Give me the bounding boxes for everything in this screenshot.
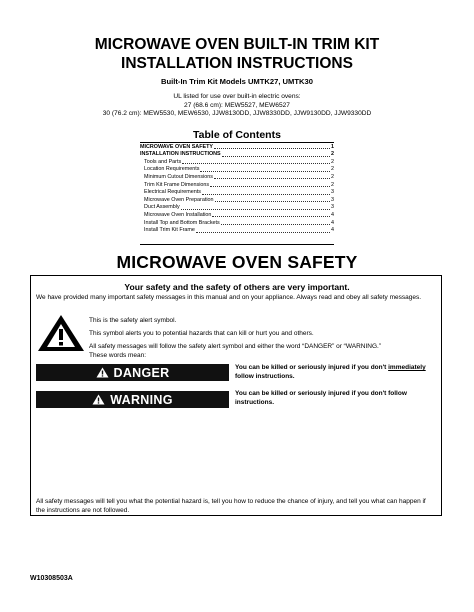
toc-entry-page: 2 (331, 158, 334, 165)
toc-entry-page: 2 (331, 173, 334, 180)
toc-entry[interactable] (140, 143, 334, 151)
warning-alert-icon (92, 394, 105, 405)
toc-leader (181, 209, 330, 210)
document-title-line2: INSTALLATION INSTRUCTIONS (121, 55, 353, 72)
safety-alert-icon (36, 313, 86, 353)
toc-title: Table of Contents (193, 129, 281, 141)
toc-entry-page: 2 (331, 151, 334, 158)
hazard-text: This symbol alerts you to potential hazards that can kill or hurt you and others. (89, 330, 314, 337)
toc-entry-label: Install Trim Kit Frame (144, 227, 195, 234)
toc-entry[interactable] (140, 211, 334, 219)
toc-leader (214, 148, 330, 149)
toc-leader (210, 186, 330, 187)
toc-entry-page: 4 (331, 211, 334, 218)
table-of-contents (140, 143, 334, 234)
toc-entry-page: 2 (331, 166, 334, 173)
danger-label: DANGER (113, 365, 170, 380)
ul-listing-line3: 30 (76.2 cm): MEW5530, MEW6530, JJW8130DD, JJW8330DD, JJW9130DD, JJW9330DD (102, 110, 372, 117)
danger-text-line1 (235, 364, 426, 373)
toc-leader (214, 178, 330, 179)
ul-listing-line2: 27 (68.6 cm): MEW5527, MEW6527 (184, 101, 290, 109)
toc-entry-page: 1 (331, 143, 334, 150)
toc-entry[interactable] (140, 219, 334, 227)
toc-leader (221, 224, 330, 225)
toc-entry[interactable] (140, 204, 334, 212)
toc-entry[interactable] (140, 227, 334, 235)
warning-text-line1: You can be killed or seriously injured if you don't follow (235, 390, 407, 397)
toc-leader (215, 201, 330, 202)
toc-entry-label: Trim Kit Frame Dimensions (144, 181, 210, 188)
toc-entry-label: Location Requirements (144, 166, 200, 173)
toc-entry-page: 4 (331, 227, 334, 234)
model-numbers: Built-In Trim Kit Models UMTK27, UMTK30 (161, 77, 313, 86)
danger-text-a: You can be killed or seriously injured if you don't (235, 364, 389, 371)
danger-text-underlined: immediately (388, 364, 426, 371)
alert-symbol-text: This is the safety alert symbol. (89, 317, 177, 324)
safety-intro: We have provided many important safety messages in this manual and on your appliance. Always read and obey all safety messages. (36, 294, 422, 301)
toc-leader (202, 194, 330, 195)
safety-closing: All safety messages will tell you what the potential hazard is, tell you how to reduce the chance of injury, and tell you what can happen if the instructions are not followed. (36, 498, 426, 514)
warning-label: WARNING (110, 392, 173, 407)
toc-entry-label: Tools and Parts (144, 158, 182, 165)
toc-entry[interactable] (140, 166, 334, 174)
danger-text-line2: follow instructions. (235, 372, 295, 380)
toc-leader (196, 232, 330, 233)
follow-text-line1: All safety messages will follow the safety alert symbol and either the word “DANGER” or “WARNING.” (89, 343, 381, 350)
danger-banner (36, 364, 229, 381)
toc-entry[interactable] (140, 158, 334, 166)
toc-entry-label: INSTALLATION INSTRUCTIONS (140, 151, 221, 158)
document-number: W10308503A (30, 575, 73, 582)
toc-entry[interactable] (140, 196, 334, 204)
toc-entry-label: Microwave Oven Preparation (144, 196, 214, 203)
toc-entry-label: MICROWAVE OVEN SAFETY (140, 143, 213, 150)
toc-entry-page: 4 (331, 219, 334, 226)
document-title-line1: MICROWAVE OVEN BUILT-IN TRIM KIT (94, 36, 380, 53)
toc-entry-label: Microwave Oven Installation (144, 211, 212, 218)
toc-entry-page: 3 (331, 189, 334, 196)
toc-entry-page: 2 (331, 181, 334, 188)
toc-entry[interactable] (140, 173, 334, 181)
warning-banner (36, 391, 229, 408)
toc-entry-page: 3 (331, 196, 334, 203)
toc-leader (222, 156, 330, 157)
toc-bottom-rule (140, 244, 334, 245)
ul-listing-line1: UL listed for use over built-in electric ovens: (173, 93, 301, 100)
toc-entry[interactable] (140, 189, 334, 197)
toc-entry[interactable] (140, 181, 334, 189)
toc-entry-label: Duct Assembly (144, 204, 180, 211)
toc-entry-label: Minimum Cutout Dimensions (144, 173, 213, 180)
toc-entry-label: Install Top and Bottom Brackets (144, 219, 220, 226)
warning-text-line2: instructions. (235, 398, 275, 406)
section-title: MICROWAVE OVEN SAFETY (116, 252, 358, 272)
toc-entry[interactable] (140, 151, 334, 159)
toc-leader (200, 171, 330, 172)
toc-leader (182, 163, 330, 164)
toc-entry-label: Electrical Requirements (144, 189, 201, 196)
danger-alert-icon (96, 367, 109, 378)
toc-entry-page: 3 (331, 204, 334, 211)
toc-leader (212, 216, 330, 217)
safety-heading: Your safety and the safety of others are very important. (124, 282, 350, 292)
follow-text-line2: These words mean: (89, 351, 147, 359)
